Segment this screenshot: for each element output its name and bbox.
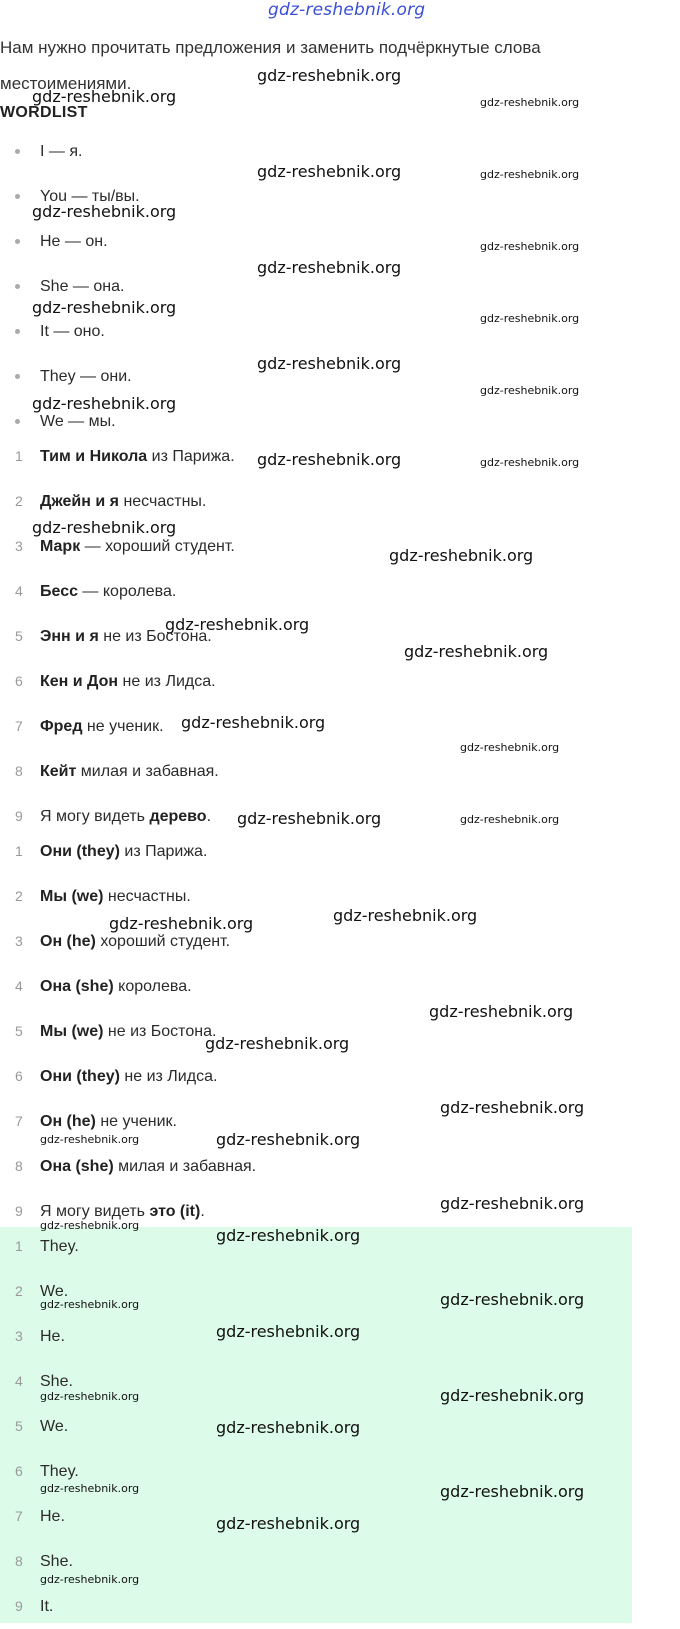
list-item: 3 Марк — хороший студент.	[15, 538, 235, 555]
list-item: 9 It.	[15, 1598, 54, 1615]
intro-text: Нам нужно прочитать предложения и заменить подчёркнутые слова местоимениями.	[0, 38, 541, 93]
list-item: He — он.	[0, 219, 140, 264]
watermark: gdz-reshebnik.org	[181, 713, 326, 732]
watermark: gdz-reshebnik.org	[440, 1194, 585, 1213]
watermark: gdz-reshebnik.org	[40, 1390, 140, 1403]
watermark: gdz-reshebnik.org	[480, 312, 580, 325]
list-item: 8 Кейт милая и забавная.	[15, 763, 219, 780]
watermark: gdz-reshebnik.org	[257, 354, 402, 373]
list-item: It — оно.	[0, 309, 140, 354]
list-item: 6 Кен и Дон не из Лидса.	[15, 673, 216, 690]
bullet-icon	[15, 194, 20, 199]
list-item: 5 Мы (we) не из Бостона.	[15, 1023, 217, 1040]
bullet-icon	[15, 239, 20, 244]
watermark: gdz-reshebnik.org	[333, 906, 478, 925]
list-item: 3 He.	[15, 1328, 65, 1345]
task-sentences	[0, 434, 235, 839]
watermark: gdz-reshebnik.org	[40, 1219, 140, 1232]
watermark: gdz-reshebnik.org	[165, 615, 310, 634]
watermark: gdz-reshebnik.org	[216, 1514, 361, 1533]
list-item: 5 Энн и я не из Бостона.	[15, 628, 212, 645]
watermark: gdz-reshebnik.org	[440, 1386, 585, 1405]
bullet-icon	[15, 284, 20, 289]
list-item: 1 Тим и Никола из Парижа.	[15, 448, 235, 465]
watermark: gdz-reshebnik.org	[257, 66, 402, 85]
watermark: gdz-reshebnik.org	[40, 1573, 140, 1586]
answer-pronouns	[0, 1224, 79, 1629]
answer-sentences	[0, 829, 256, 1234]
watermark: gdz-reshebnik.org	[257, 450, 402, 469]
site-logo: gdz-reshebnik.org	[268, 0, 426, 20]
list-item: 4 Она (she) королева.	[15, 978, 192, 995]
watermark: gdz-reshebnik.org	[480, 456, 580, 469]
watermark: gdz-reshebnik.org	[257, 162, 402, 181]
watermark: gdz-reshebnik.org	[440, 1098, 585, 1117]
watermark: gdz-reshebnik.org	[389, 546, 534, 565]
list-item: 8 Она (she) милая и забавная.	[15, 1158, 257, 1175]
bullet-icon	[15, 374, 20, 379]
bullet-icon	[15, 149, 20, 154]
watermark: gdz-reshebnik.org	[460, 741, 560, 754]
watermark: gdz-reshebnik.org	[460, 813, 560, 826]
watermark: gdz-reshebnik.org	[32, 394, 177, 413]
watermark: gdz-reshebnik.org	[216, 1322, 361, 1341]
list-item: 7 Он (he) не ученик.	[15, 1113, 177, 1130]
watermark: gdz-reshebnik.org	[205, 1034, 350, 1053]
watermark: gdz-reshebnik.org	[40, 1298, 140, 1311]
list-item: 2 We.	[15, 1283, 69, 1300]
list-item: 8 She.	[15, 1553, 73, 1570]
list-item: 6 They.	[15, 1463, 79, 1480]
bullet-icon	[15, 329, 20, 334]
watermark: gdz-reshebnik.org	[440, 1482, 585, 1501]
watermark: gdz-reshebnik.org	[480, 168, 580, 181]
list-item: 2 Мы (we) несчастны.	[15, 888, 191, 905]
watermark: gdz-reshebnik.org	[216, 1418, 361, 1437]
watermark: gdz-reshebnik.org	[32, 202, 177, 221]
list-item: They — они.	[0, 354, 140, 399]
watermark: gdz-reshebnik.org	[40, 1133, 140, 1146]
list-item: 3 Он (he) хороший студент.	[15, 933, 231, 950]
list-item: 6 Они (they) не из Лидса.	[15, 1068, 218, 1085]
list-item: 7 Фред не ученик.	[15, 718, 164, 735]
list-item: 5 We.	[15, 1418, 69, 1435]
watermark: gdz-reshebnik.org	[32, 298, 177, 317]
watermark: gdz-reshebnik.org	[237, 809, 382, 828]
bullet-icon	[15, 419, 20, 424]
list-item: She — она.	[0, 264, 140, 309]
answer-box	[0, 1227, 632, 1623]
watermark: gdz-reshebnik.org	[216, 1130, 361, 1149]
list-item: 9 Я могу видеть дерево.	[15, 808, 212, 825]
watermark: gdz-reshebnik.org	[32, 87, 177, 106]
watermark: gdz-reshebnik.org	[40, 1482, 140, 1495]
list-item: You — ты/вы.	[0, 174, 140, 219]
list-item: 1 They.	[15, 1238, 79, 1255]
watermark: gdz-reshebnik.org	[480, 240, 580, 253]
list-item: 4 Бесс — королева.	[15, 583, 177, 600]
watermark: gdz-reshebnik.org	[257, 258, 402, 277]
watermark: gdz-reshebnik.org	[404, 642, 549, 661]
watermark: gdz-reshebnik.org	[32, 518, 177, 537]
watermark: gdz-reshebnik.org	[429, 1002, 574, 1021]
wordlist-heading: WORDLIST	[0, 104, 88, 121]
list-item: 1 Они (they) из Парижа.	[15, 843, 208, 860]
list-item: 7 He.	[15, 1508, 65, 1525]
list-item: 2 Джейн и я несчастны.	[15, 493, 207, 510]
list-item: I — я.	[0, 129, 140, 174]
wordlist	[0, 129, 140, 444]
list-item: 4 She.	[15, 1373, 73, 1390]
watermark: gdz-reshebnik.org	[480, 96, 580, 109]
watermark: gdz-reshebnik.org	[480, 384, 580, 397]
watermark: gdz-reshebnik.org	[440, 1290, 585, 1309]
list-item: We — мы.	[0, 399, 140, 444]
watermark: gdz-reshebnik.org	[216, 1226, 361, 1245]
watermark: gdz-reshebnik.org	[109, 914, 254, 933]
list-item: 9 Я могу видеть это (it).	[15, 1203, 205, 1220]
